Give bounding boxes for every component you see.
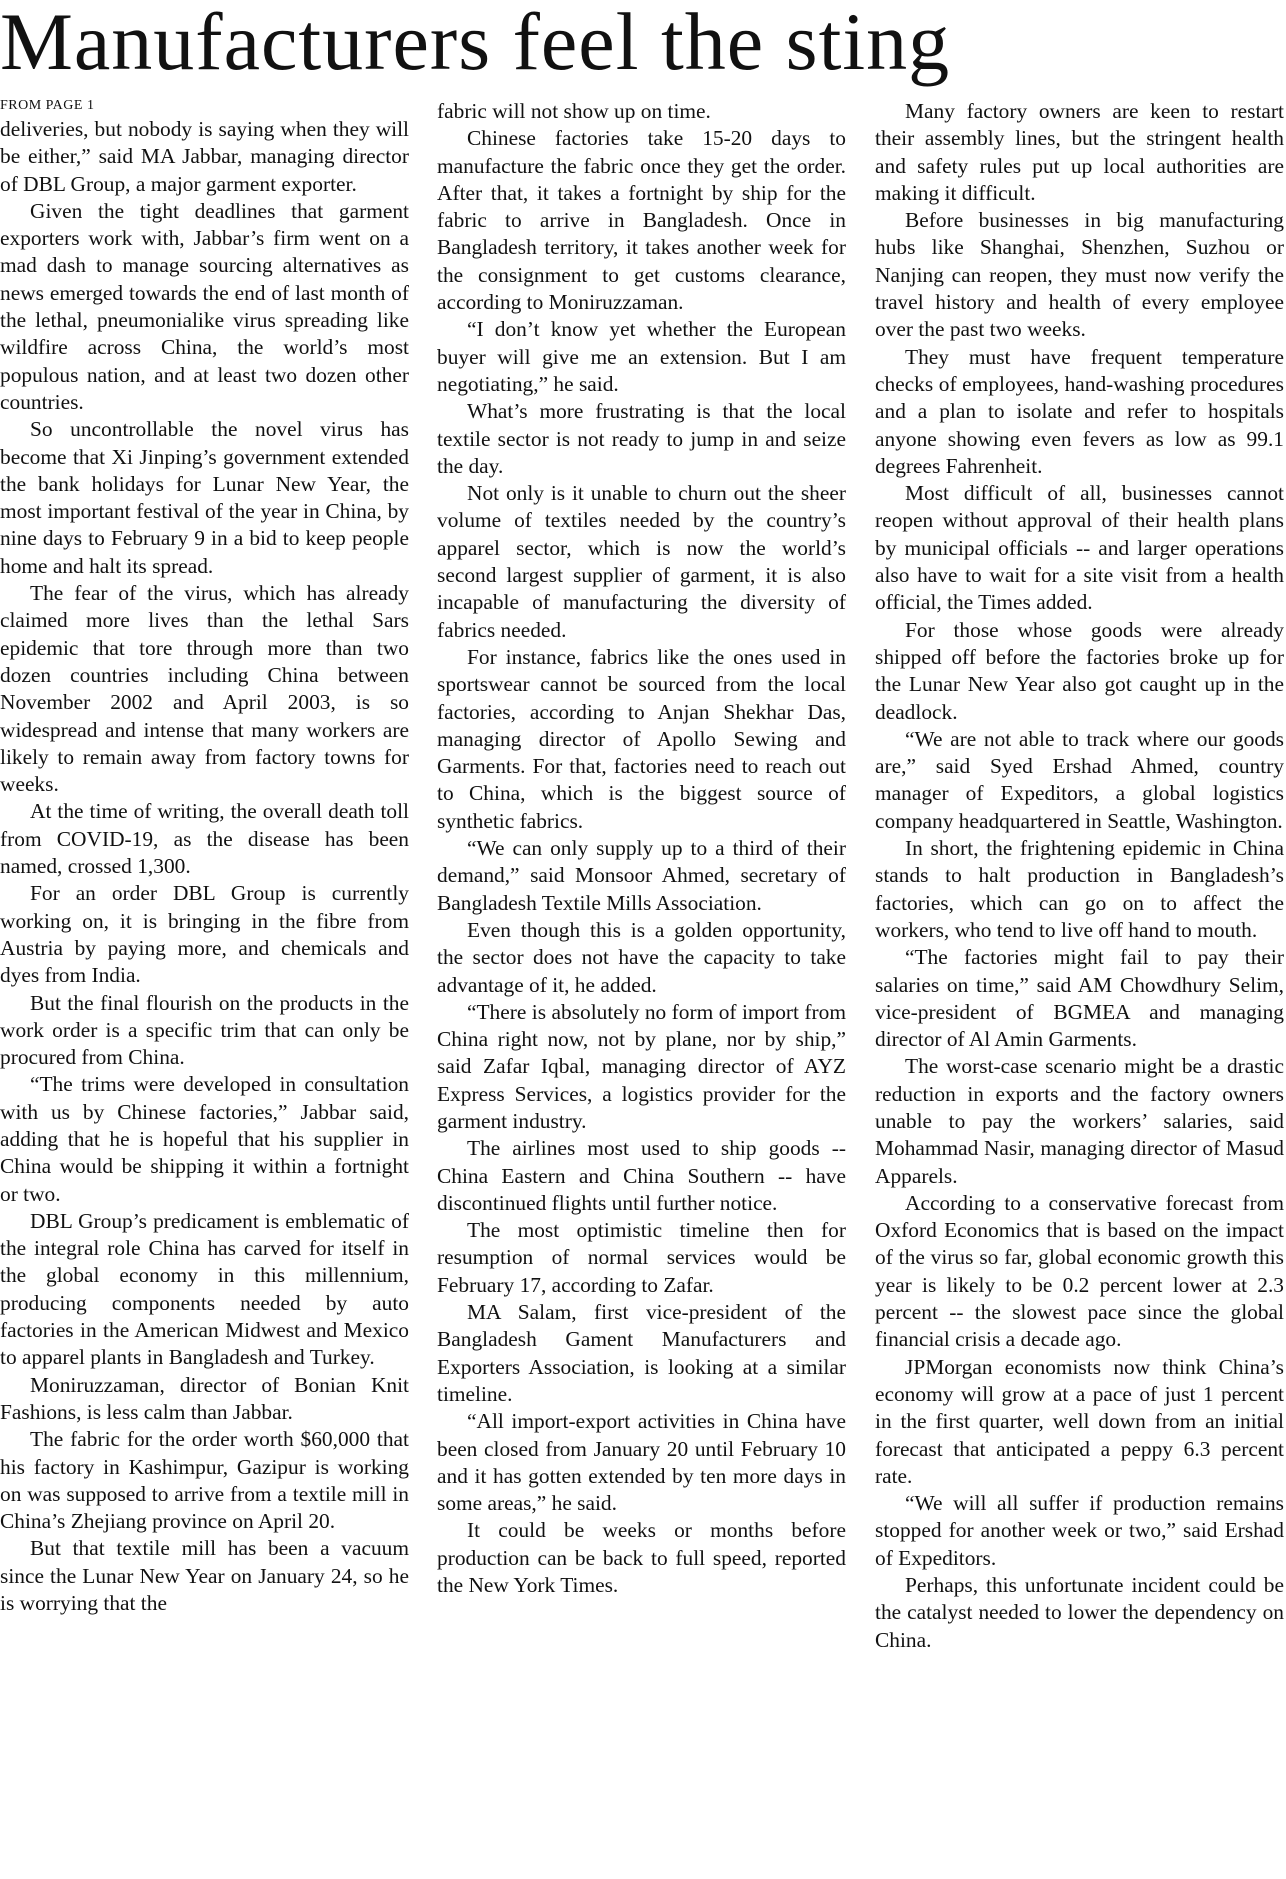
paragraph: “There is absolutely no form of import from China right now, not by plane, nor by ship,” said Zafar Iqbal, managing director of AYZ Express Services, a logistics provider for the garment industry. bbox=[437, 999, 846, 1133]
paragraph: The airlines most used to ship goods -- China Eastern and China Southern -- have discontinued flights until further notice. bbox=[437, 1136, 846, 1215]
paragraph: At the time of writing, the overall death toll from COVID-19, as the disease has been named, crossed 1,300. bbox=[0, 799, 409, 879]
paragraph: Given the tight deadlines that garment exporters work with, Jabbar’s firm went on a mad dash to manage sourcing alternatives as news emerged towards the end of last month of the lethal, pneumonialike virus spreading like wildfire across China, the world’s most populous nation, and at least two dozen other countries. bbox=[0, 198, 409, 414]
paragraph: What’s more frustrating is that the local textile sector is not ready to jump in and seize the day. bbox=[437, 399, 846, 478]
paragraph: The fabric for the order worth $60,000 that his factory in Kashimpur, Gazipur is working on was supposed to arrive from a textile mill in China’s Zhejiang province on April 20. bbox=[0, 1427, 409, 1534]
paragraph: For those whose goods were already shipped off before the factories broke up for the Lunar New Year also got caught up in the deadlock. bbox=[875, 617, 1284, 724]
paragraph: “We are not able to track where our goods are,” said Syed Ershad Ahmed, country manager of Expeditors, a global logistics company headquartered in Seattle, Washington. bbox=[875, 726, 1284, 833]
paragraph: For instance, fabrics like the ones used in sportswear cannot be sourced from the local factories, according to Anjan Shekhar Das, managing director of Apollo Sewing and Garments. For that, factories need to reach out to China, which is the biggest source of synthetic fabrics. bbox=[437, 644, 846, 833]
paragraph: The most optimistic timeline then for resumption of normal services would be February 17, according to Zafar. bbox=[437, 1218, 846, 1297]
headline: Manufacturers feel the sting bbox=[0, 0, 951, 87]
paragraph: The fear of the virus, which has already claimed more lives than the lethal Sars epidemic that tore through more than two dozen countries including China between November 2002 and April 2003, is so widespread and intense that many workers are likely to remain away from factory towns for weeks. bbox=[0, 581, 409, 797]
paragraph: JPMorgan economists now think China’s economy will grow at a pace of just 1 percent in the first quarter, well down from an initial forecast that anticipated a peppy 6.3 percent rate. bbox=[875, 1354, 1284, 1488]
paragraph: For an order DBL Group is currently working on, it is bringing in the fibre from Austria by paying more, and chemicals and dyes from India. bbox=[0, 881, 409, 988]
paragraph: “The trims were developed in consultation with us by Chinese factories,” Jabbar said, adding that he is hopeful that his supplier in China would be shipping it within a fortnight or two. bbox=[0, 1072, 409, 1206]
paragraph: In short, the frightening epidemic in China stands to halt production in Bangladesh’s factories, which can go on to affect the workers, who tend to live off hand to mouth. bbox=[875, 836, 1284, 942]
paragraph: They must have frequent temperature checks of employees, hand-washing procedures and a plan to isolate and refer to hospitals anyone showing even fevers as low as 99.1 degrees Fahrenheit. bbox=[875, 344, 1284, 478]
paragraph: “All import-export activities in China have been closed from January 20 until February 10 and it has gotten extended by ten more days in some areas,” he said. bbox=[437, 1409, 846, 1516]
article-column-2 bbox=[437, 98, 846, 1599]
paragraph: According to a conservative forecast from Oxford Economics that is based on the impact of the virus so far, global economic growth this year is likely to be 0.2 percent lower at 2.3 percent -- the slowest pace since the global financial crisis a decade ago. bbox=[875, 1190, 1284, 1352]
paragraph: Even though this is a golden opportunity, the sector does not have the capacity to take advantage of it, he added. bbox=[437, 917, 846, 997]
paragraph: “We will all suffer if production remains stopped for another week or two,” said Ershad of Expeditors. bbox=[875, 1491, 1284, 1570]
paragraph: Most difficult of all, businesses cannot reopen without approval of their health plans by municipal officials -- and larger operations also have to wait for a site visit from a health official, the Times added. bbox=[875, 481, 1284, 615]
paragraph: So uncontrollable the novel virus has become that Xi Jinping’s government extended the bank holidays for Lunar New Year, the most important festival of the year in China, by nine days to February 9 in a bid to keep people home and halt its spread. bbox=[0, 417, 409, 578]
paragraph: Before businesses in big manufacturing hubs like Shanghai, Shenzhen, Suzhou or Nanjing can reopen, they must now verify the travel history and health of every employee over the past two weeks. bbox=[875, 208, 1284, 342]
paragraph: Perhaps, this unfortunate incident could be the catalyst needed to lower the dependency on China. bbox=[875, 1573, 1284, 1652]
paragraph: “I don’t know yet whether the European buyer will give me an extension. But I am negotiating,” he said. bbox=[437, 317, 846, 396]
paragraph: The worst-case scenario might be a drastic reduction in exports and the factory owners unable to pay the workers’ salaries, said Mohammad Nasir, managing director of Masud Apparels. bbox=[875, 1054, 1284, 1188]
paragraph: fabric will not show up on time. bbox=[437, 99, 711, 123]
paragraph: DBL Group’s predicament is emblematic of the integral role China has carved for itself in the global economy in this millennium, producing components needed by auto factories in the American Midwest and Mexico to apparel plants in Bangladesh and Turkey. bbox=[0, 1208, 409, 1370]
paragraph: “We can only supply up to a third of their demand,” said Monsoor Ahmed, secretary of Bangladesh Textile Mills Association. bbox=[437, 836, 846, 915]
paragraph: But the final flourish on the products in the work order is a specific trim that can only be procured from China. bbox=[0, 990, 409, 1070]
continued-from-label: FROM PAGE 1 bbox=[0, 98, 95, 113]
paragraph: Chinese factories take 15-20 days to manufacture the fabric once they get the order. After that, it takes a fortnight by ship for the fabric to arrive in Bangladesh. Once in Bangladesh territory, it takes another week for the consignment to get customs clearance, according to Moniruzzaman. bbox=[437, 126, 846, 315]
paragraph: Moniruzzaman, director of Bonian Knit Fashions, is less calm than Jabbar. bbox=[0, 1372, 409, 1424]
paragraph: But that textile mill has been a vacuum since the Lunar New Year on January 24, so he is worrying that the bbox=[0, 1536, 409, 1616]
article-column-1 bbox=[0, 98, 409, 1617]
paragraph: It could be weeks or months before production can be back to full speed, reported the New York Times. bbox=[437, 1518, 846, 1598]
paragraph: deliveries, but nobody is saying when they will be either,” said MA Jabbar, managing director of DBL Group, a major garment exporter. bbox=[0, 117, 409, 196]
paragraph: MA Salam, first vice-president of the Bangladesh Gament Manufacturers and Exporters Association, is looking at a similar timeline. bbox=[437, 1300, 846, 1406]
article-column-3 bbox=[875, 98, 1284, 1654]
paragraph: Many factory owners are keen to restart their assembly lines, but the stringent health and safety rules put up local authorities are making it difficult. bbox=[875, 99, 1284, 205]
paragraph: Not only is it unable to churn out the sheer volume of textiles needed by the country’s apparel sector, which is now the world’s second largest supplier of garment, it is also incapable of manufacturing the diversity of fabrics needed. bbox=[437, 481, 846, 642]
paragraph: “The factories might fail to pay their salaries on time,” said AM Chowdhury Selim, vice-president of BGMEA and managing director of Al Amin Garments. bbox=[875, 945, 1284, 1052]
